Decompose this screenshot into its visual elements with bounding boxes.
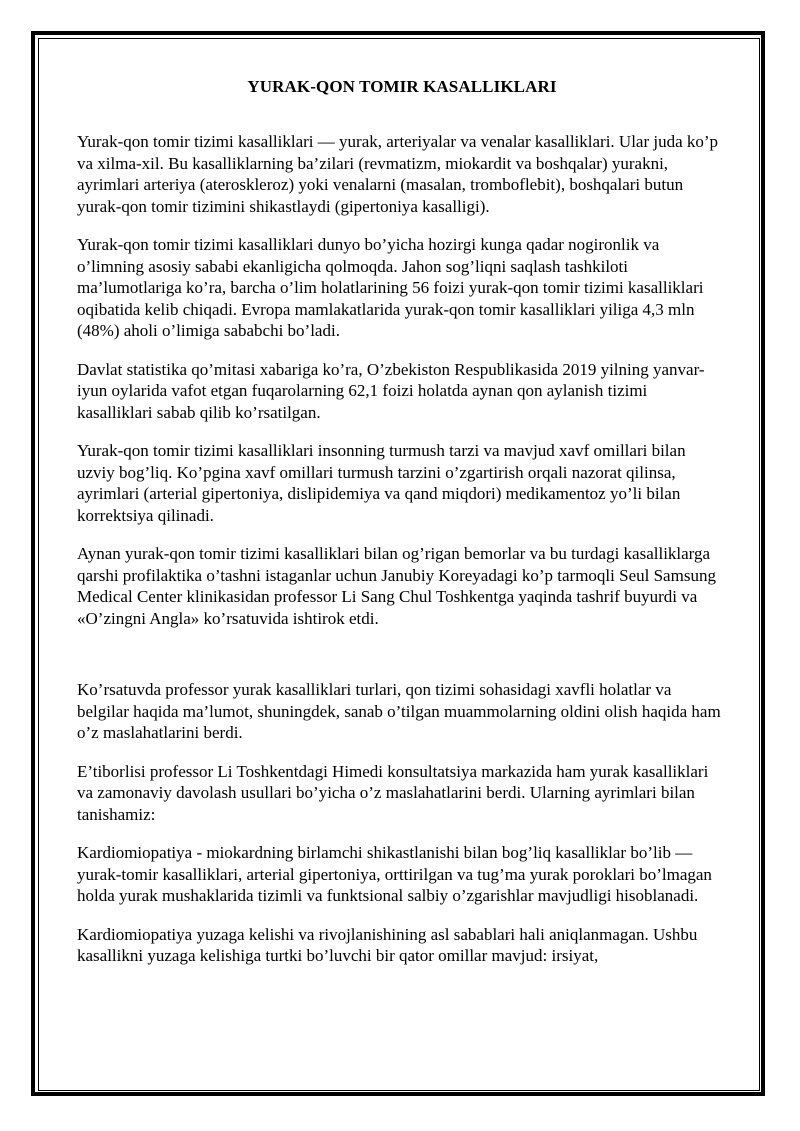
paragraph-6: Ko’rsatuvda professor yurak kasalliklari turlari, qon tizimi sohasidagi xavfli holatlar va belgilar haqida ma’lumot, shuningdek, sanab o’tilgan muammolarning oldini olish haqida ham o’z maslahatlarini berdi. (77, 680, 721, 742)
paragraph-2: Yurak-qon tomir tizimi kasalliklari dunyo bo’yicha hozirgi kunga qadar nogironlik va o’limning asosiy sababi ekanligicha qolmoqda. Jahon sog’liqni saqlash tashkiloti ma’lumotlariga ko’ra, barcha o’lim holatlarining 56 foizi yurak-qon tomir tizimi kasalliklari oqibatida kelib chiqadi. Evropa mamlakatlarida yurak-qon tomir kasalliklari yiliga 4,3 mln (48%) aholi o’limiga sababchi bo’ladi. (77, 235, 704, 340)
paragraph-7: E’tiborlisi professor Li Toshkentdagi Himedi konsultatsiya markazida ham yurak kasalliklari va zamonaviy davolash usullari bo’yicha o’z maslahatlarini berdi. Ularning ayrimlari bilan tanishamiz: (77, 761, 709, 824)
document-title: YURAK-QON TOMIR KASALLIKLARI (247, 77, 557, 96)
paragraph-1: Yurak-qon tomir tizimi kasalliklari — yurak, arteriyalar va venalar kasalliklari. Ular juda ko’p va xilma-xil. Bu kasalliklarning ba’zilari (revmatizm, miokardit va boshqalar) yurakni, ayrimlari arteriya (ateroskleroz) yoki venalarni (masalan, tromboflebit), boshqalari butun yurak-qon tomir tizimini shikastlaydi (gipertoniya kasalligi). (77, 132, 719, 216)
paragraph-3: Davlat statistika qo’mitasi xabariga ko’ra, O’zbekiston Respublikasida 2019 yilning yanvar-iyun oylarida vafot etgan fuqarolarning 62,1 foizi holatda aynan qon aylanish tizimi kasalliklari sabab qilib ko’rsatilgan. (77, 359, 705, 422)
paragraph-4: Yurak-qon tomir tizimi kasalliklari insonning turmush tarzi va mavjud xavf omillari bilan uzviy bog’liq. Ko’pgina xavf omillari turmush tarzini o’zgartirish orqali nazorat qilinsa, ayrimlari (arterial gipertoniya, dislipidemiya va qand miqdori) medikamentoz yo’li bilan korrektsiya qilinadi. (77, 441, 686, 525)
blank-line (77, 646, 727, 679)
paragraph-8: Kardiomiopatiya - miokardning birlamchi shikastlanishi bilan bog’liq kasalliklar bo’lib — yurak-tomir kasalliklari, arterial gipertoniya, orttirilgan va tug’ma yurak poroklari bo’lmagan holda yurak mushaklarida tizimli va funktsional salbiy o’zgarishlar mavjudligi hisoblanadi. (77, 843, 712, 905)
paragraph-9: Kardiomiopatiya yuzaga kelishi va rivojlanishining asl sabablari hali aniqlanmagan. Ushbu kasallikni yuzaga kelishiga turtki bo’luvchi bir qator omillar mavjud: irsiyat, (77, 924, 698, 965)
paragraph-5: Aynan yurak-qon tomir tizimi kasalliklari bilan og’rigan bemorlar va bu turdagi kasalliklarga qarshi profilaktika o’tashni istaganlar uchun Janubiy Koreyadagi ko’p tarmoqli Seul Samsung Medical Center klinikasidan professor Li Sang Chul Toshkentga yaqinda tashrif buyurdi va «O’zingni Angla» ko’rsatuvida ishtirok etdi. (77, 544, 716, 628)
document-body (77, 77, 727, 984)
